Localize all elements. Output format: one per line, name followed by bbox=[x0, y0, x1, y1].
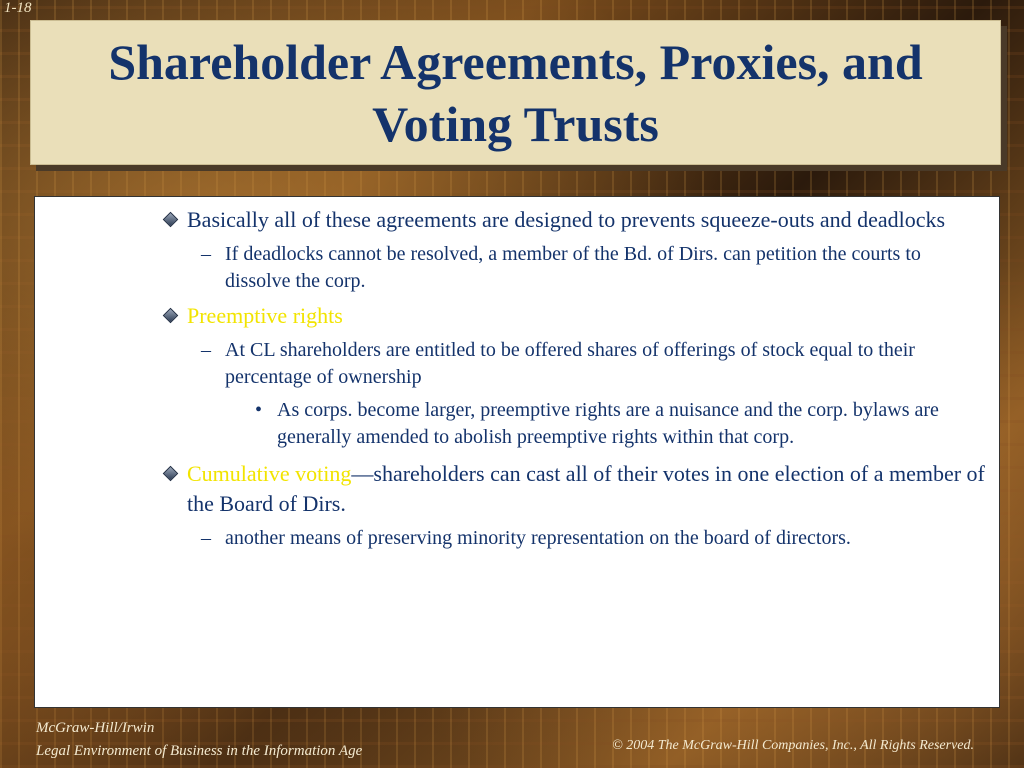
highlighted-term: Preemptive rights bbox=[187, 303, 343, 328]
slide-title: Shareholder Agreements, Proxies, and Voting Trusts bbox=[108, 33, 923, 152]
sub-item-minority-representation bbox=[165, 525, 985, 552]
footer-publisher: McGraw-Hill/Irwin bbox=[36, 720, 155, 736]
bullet-item-squeeze-outs bbox=[165, 205, 985, 235]
diamond-bullet-icon bbox=[163, 308, 179, 324]
sub-item-text: At CL shareholders are entitled to be offered shares of offerings of stock equal to their percentage of ownership bbox=[225, 339, 915, 388]
dash-bullet: – bbox=[201, 339, 211, 361]
bullet-item-cumulative-voting bbox=[165, 459, 985, 519]
highlighted-term: Cumulative voting bbox=[187, 461, 352, 486]
diamond-bullet-icon bbox=[163, 212, 179, 228]
bullet-list bbox=[165, 205, 985, 558]
sub-sub-item-nuisance bbox=[165, 397, 985, 451]
bullet-item-preemptive-rights bbox=[165, 301, 985, 331]
dash-bullet: – bbox=[201, 527, 211, 549]
footer-left bbox=[36, 717, 362, 763]
sub-item-cl-shareholders bbox=[165, 337, 985, 391]
sub-item-text: If deadlocks cannot be resolved, a member of the Bd. of Dirs. can petition the courts to dissolve the corp. bbox=[225, 243, 921, 292]
dash-bullet: – bbox=[201, 243, 211, 265]
bullet-text: —shareholders can cast all of their votes in one election of a member of the Board of Dirs. bbox=[187, 461, 985, 516]
diamond-bullet-icon bbox=[163, 466, 179, 482]
sub-item-deadlocks bbox=[165, 241, 985, 295]
footer-book-title: Legal Environment of Business in the Information Age bbox=[36, 743, 363, 759]
sub-sub-item-text: As corps. become larger, preemptive rights are a nuisance and the corp. bylaws are generally amended to abolish preemptive rights within that corp. bbox=[277, 399, 939, 448]
footer-copyright: © 2004 The McGraw-Hill Companies, Inc., All Rights Reserved. bbox=[612, 738, 974, 753]
title-box bbox=[30, 20, 1001, 165]
content-box bbox=[34, 196, 1000, 708]
sub-item-text: another means of preserving minority representation on the board of directors. bbox=[225, 527, 851, 549]
bullet-text: Basically all of these agreements are designed to prevents squeeze-outs and deadlocks bbox=[187, 207, 946, 232]
slide-number: 1-18 bbox=[4, 0, 32, 16]
dot-bullet: • bbox=[255, 399, 263, 421]
